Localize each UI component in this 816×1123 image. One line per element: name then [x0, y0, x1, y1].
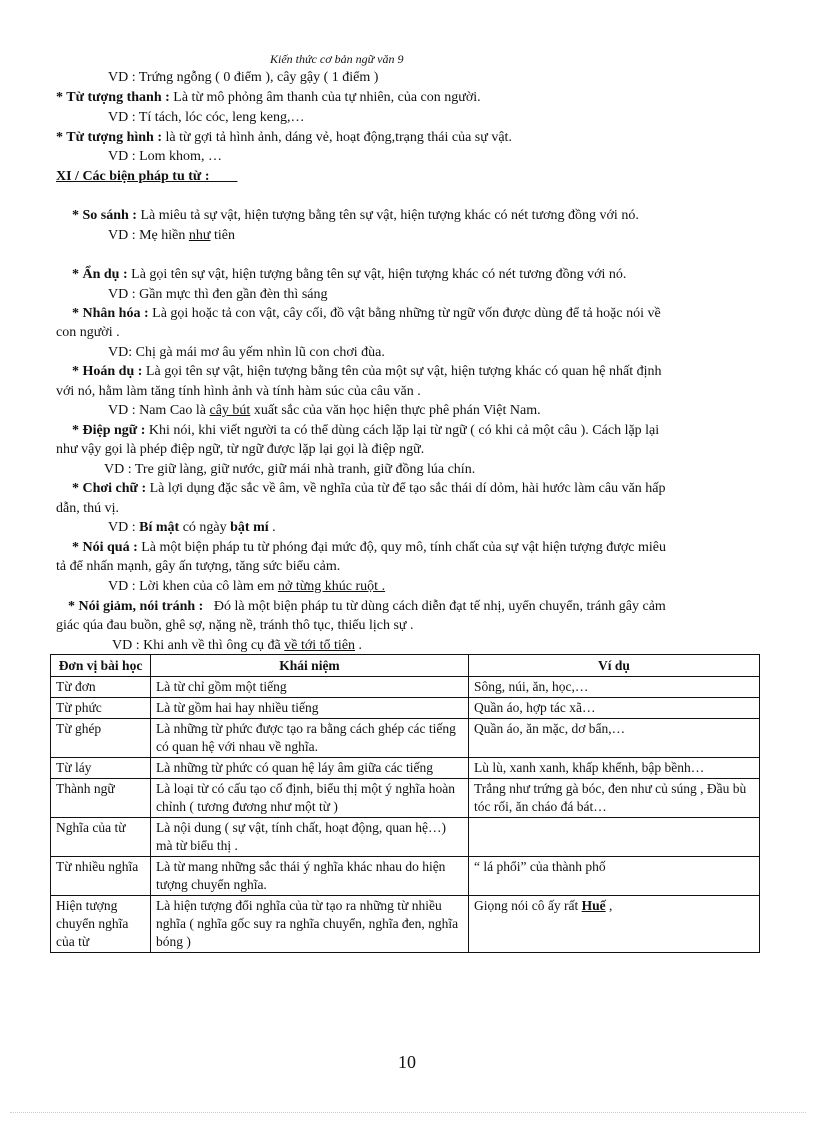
table-cell: Quần áo, ăn mặc, dơ bẩn,…: [469, 719, 760, 758]
text-line: VD : Tí tách, lóc cóc, leng keng,…: [108, 110, 305, 125]
definition: Là gọi tên sự vật, hiện tượng bằng tên sự vật, hiện tượng khác có nét tương đồng với nó.: [131, 267, 627, 282]
footer-divider: [10, 1112, 806, 1113]
table-cell: Là những từ phức có quan hệ láy âm giữa các tiếng: [151, 758, 469, 779]
text-line: [72, 305, 661, 323]
table-row: [51, 896, 760, 953]
page-number: 10: [398, 1052, 416, 1072]
text-line: [68, 598, 666, 616]
column-header: Khái niệm: [151, 655, 469, 677]
table-cell: “ lá phổi” của thành phố: [469, 857, 760, 896]
table-row: [51, 698, 760, 719]
definition: Khi nói, khi viết người ta có thể dùng cách lặp lại từ ngữ ( có khi cả một câu ). Cách lặp lại: [148, 423, 660, 438]
term-label: * Nhân hóa :: [72, 306, 149, 321]
table-row: [51, 758, 760, 779]
definition: Là một biện pháp tu từ phóng đại mức độ, quy mô, tính chất của sự vật hiện tượng được miêu: [141, 540, 666, 555]
definition: Là gọi hoặc tả con vật, cây cối, đồ vật bằng những từ ngữ vốn được dùng để tả hoặc nói về: [152, 306, 661, 321]
definition: là từ gợi tả hình ảnh, dáng vẻ, hoạt động,trạng thái của sự vật.: [165, 130, 512, 145]
table-cell: Từ láy: [51, 758, 151, 779]
text-line: VD : Mẹ hiền như tiên: [108, 228, 235, 243]
table-cell: Giọng nói cô ấy rất Huế ,: [469, 896, 760, 953]
table-cell: Hiện tượng chuyển nghĩa của từ: [51, 896, 151, 953]
table-row: [51, 779, 760, 818]
text-line: giác qúa đau buồn, ghê sợ, nặng nề, tránh thô tục, thiếu lịch sự .: [56, 618, 414, 633]
definition: Là miêu tả sự vật, hiện tượng bằng tên sự vật, hiện tượng khác có nét tương đồng với nó.: [140, 208, 639, 223]
text-line: dẫn, thú vị.: [56, 501, 119, 516]
text-line: [56, 129, 512, 147]
text-line: như vậy gọi là phép điệp ngữ, từ ngữ được lặp lại gọi là điệp ngữ.: [56, 442, 425, 457]
table-cell: Sông, núi, ăn, học,…: [469, 677, 760, 698]
column-header: Ví dụ: [469, 655, 760, 677]
text-line: VD : Trứng ngỗng ( 0 điểm ), cây gậy ( 1 điểm ): [108, 70, 379, 85]
page-header: Kiến thức cơ bản ngữ văn 9: [270, 52, 404, 66]
text-line: [72, 363, 662, 381]
text-line: [72, 207, 639, 225]
table-cell: Là hiện tượng đổi nghĩa của từ tạo ra những từ nhiều nghĩa ( nghĩa gốc suy ra nghĩa chuyển, nghĩa đen, nghĩa bóng ): [151, 896, 469, 953]
summary-table: [50, 654, 760, 953]
term-label: * Nói quá :: [72, 540, 138, 555]
term-label: * So sánh :: [72, 208, 137, 223]
text-line: tả để nhấn mạnh, gây ấn tượng, tăng sức biểu cảm.: [56, 559, 341, 574]
table-cell: Từ nhiều nghĩa: [51, 857, 151, 896]
term-label: * Hoán dụ :: [72, 364, 143, 379]
definition: Đó là một biện pháp tu từ dùng cách diễn đạt tế nhị, uyển chuyển, tránh gây cảm: [213, 599, 666, 614]
text-line: [72, 539, 666, 557]
table-row: [51, 857, 760, 896]
table-cell: [469, 818, 760, 857]
term-label: * Từ tượng thanh :: [56, 90, 170, 105]
text-line: con người .: [56, 325, 120, 340]
table-row: [51, 677, 760, 698]
table-cell: Từ đơn: [51, 677, 151, 698]
table-row: [51, 719, 760, 758]
term-label: * Từ tượng hình :: [56, 130, 162, 145]
table-cell: Thành ngữ: [51, 779, 151, 818]
table-cell: Trắng như trứng gà bóc, đen như củ súng , Đầu bù tóc rối, ăn cháo đá bát…: [469, 779, 760, 818]
definition: Là lợi dụng đặc sắc về âm, về nghĩa của từ để tạo sắc thái dí dỏm, hài hước làm câu văn hấp: [149, 481, 666, 496]
text-line: [72, 422, 659, 440]
table-cell: Quần áo, hợp tác xã…: [469, 698, 760, 719]
table-cell: Từ ghép: [51, 719, 151, 758]
table-cell: Là nội dung ( sự vật, tính chất, hoạt động, quan hệ…) mà từ biểu thị .: [151, 818, 469, 857]
text-line: VD : Bí mật có ngày bật mí .: [108, 520, 276, 535]
column-header: Đơn vị bài học: [51, 655, 151, 677]
table-cell: Từ phức: [51, 698, 151, 719]
text-line: [72, 266, 626, 284]
table-cell: Là từ chỉ gồm một tiếng: [151, 677, 469, 698]
text-line: VD: Chị gà mái mơ âu yếm nhìn lũ con chơi đùa.: [108, 345, 385, 360]
section-heading: XI / Các biện pháp tu từ :: [56, 169, 210, 184]
term-label: * Chơi chữ :: [72, 481, 147, 496]
definition: Là gọi tên sự vật, hiện tượng bằng tên của một sự vật, hiện tượng khác có quan hệ nhất định: [145, 364, 662, 379]
text-line: [72, 480, 666, 498]
text-line: VD : Nam Cao là cây bút xuất sắc của văn học hiện thực phê phán Việt Nam.: [108, 403, 541, 418]
definition: Là từ mô phỏng âm thanh của tự nhiên, của con người.: [173, 90, 481, 105]
term-label: * Nói giảm, nói tránh :: [68, 599, 204, 614]
text-line: [56, 89, 481, 107]
table-cell: Là từ gồm hai hay nhiều tiếng: [151, 698, 469, 719]
table-cell: Là những từ phức được tạo ra bằng cách ghép các tiếng có quan hệ với nhau về nghĩa.: [151, 719, 469, 758]
table-cell: Là loại từ có cấu tạo cố định, biểu thị một ý nghĩa hoàn chỉnh ( tương đương như một từ ): [151, 779, 469, 818]
text-line: với nó, hằm làm tăng tính hình ảnh và tính hàm súc của câu văn .: [56, 384, 421, 399]
term-label: * Điệp ngữ :: [72, 423, 146, 438]
term-label: * Ẩn dụ :: [72, 267, 128, 282]
text-line: VD : Tre giữ làng, giữ nước, giữ mái nhà tranh, giữ đồng lúa chín.: [104, 462, 476, 477]
text-line: VD : Lom khom, …: [108, 149, 222, 164]
table-cell: Nghĩa của từ: [51, 818, 151, 857]
table-cell: Lù lù, xanh xanh, khấp khểnh, bập bềnh…: [469, 758, 760, 779]
table-cell: Là từ mang những sắc thái ý nghĩa khác nhau do hiện tượng chuyển nghĩa.: [151, 857, 469, 896]
text-line: VD : Gần mực thì đen gần đèn thì sáng: [108, 287, 328, 302]
text-line: VD : Lời khen của cô làm em nở từng khúc ruột .: [108, 579, 386, 594]
table-row: [51, 818, 760, 857]
text-line: VD : Khi anh về thì ông cụ đã về tới tổ tiên .: [112, 638, 363, 653]
table-header-row: [51, 655, 760, 677]
